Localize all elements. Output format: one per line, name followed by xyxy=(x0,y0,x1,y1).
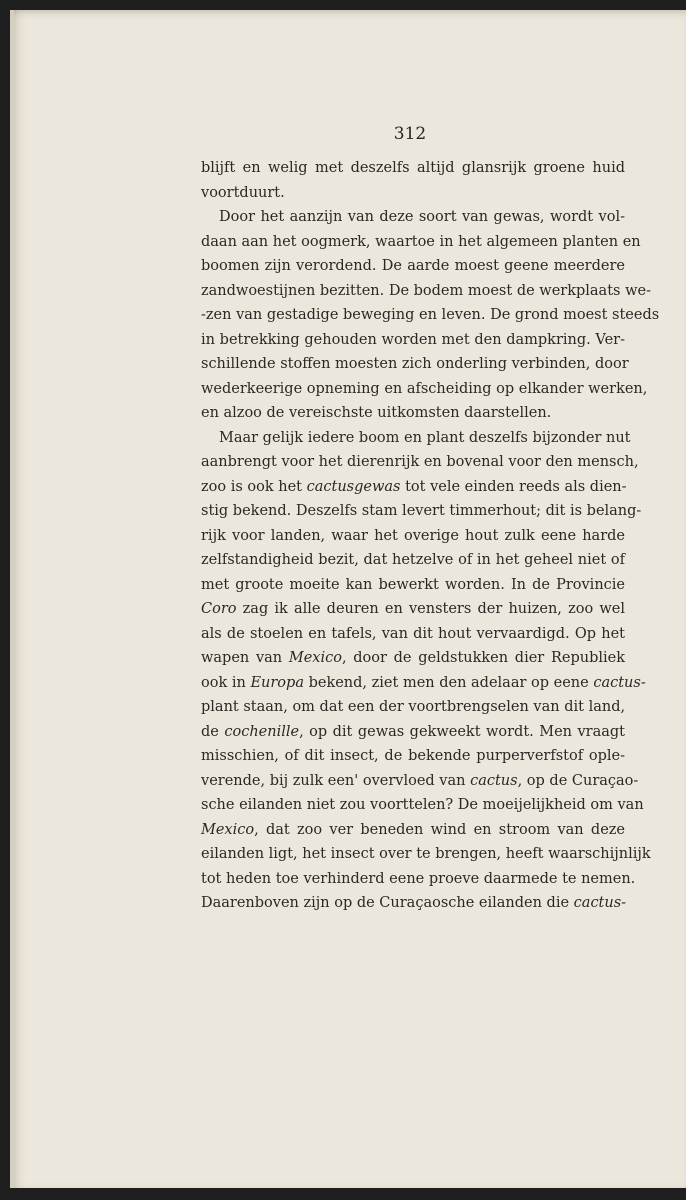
text-line: de cochenille, op dit gewas gekweekt wordt. Men vraagt xyxy=(201,723,625,740)
text-line: in betrekking gehouden worden met den dampkring. Ver- xyxy=(201,331,625,348)
text-line: aanbrengt voor het dierenrijk en bovenal voor den mensch, xyxy=(201,454,639,470)
text-line: wederkeerige opneming en afscheiding op elkander werken, xyxy=(201,380,648,397)
text-line: zandwoestijnen bezitten. De bodem moest de werkplaats we- xyxy=(201,282,651,299)
text-line: boomen zijn verordend. De aarde moest geene meerdere xyxy=(201,258,625,274)
text-line: ook in Europa bekend, ziet men den adelaar op eene cactus- xyxy=(201,674,646,691)
text-line: eilanden ligt, het insect over te brengen, heeft waarschijnlijk xyxy=(201,846,651,862)
text-line: rijk voor landen, waar het overige hout zulk eene harde xyxy=(201,527,625,544)
text-line: misschien, of dit insect, de bekende purperverfstof ople- xyxy=(201,748,625,764)
text-line: stig bekend. Deszelfs stam levert timmerhout; dit is belang- xyxy=(201,503,642,519)
text-line: sche eilanden niet zou voorttelen? De moeijelijkheid om van xyxy=(201,797,644,813)
page-binding-edge xyxy=(10,10,14,1188)
text-line: zoo is ook het cactusgewas tot vele einden reeds als dien- xyxy=(201,478,627,495)
text-line: Mexico, dat zoo ver beneden wind en stroom van deze xyxy=(201,821,625,838)
paragraph-1 xyxy=(201,156,625,205)
body-text xyxy=(201,156,660,916)
paragraph-2 xyxy=(201,205,660,426)
text-line: voortduurt. xyxy=(201,184,285,201)
text-line: schillende stoffen moesten zich onderling verbinden, door xyxy=(201,356,629,372)
text-line: plant staan, om dat een der voortbrengselen van dit land, xyxy=(201,699,626,715)
paragraph-3 xyxy=(201,426,651,916)
text-line: Coro zag ik alle deuren en vensters der huizen, zoo wel xyxy=(201,601,625,617)
text-line: -zen van gestadige beweging en leven. De grond moest steeds xyxy=(201,307,660,323)
text-line: Maar gelijk iedere boom en plant deszelfs bijzonder nut xyxy=(219,429,631,446)
page-number: 312 xyxy=(393,124,427,144)
text-line: Door het aanzijn van deze soort van gewas, wordt vol- xyxy=(219,209,625,225)
text-line: daan aan het oogmerk, waartoe in het algemeen planten en xyxy=(201,233,641,250)
text-line: Daarenboven zijn op de Curaçaosche eilanden die cactus- xyxy=(201,895,627,911)
text-line: tot heden toe verhinderd eene proeve daarmede te nemen. xyxy=(201,870,636,887)
text-line: verende, bij zulk een' overvloed van cactus, op de Curaçao- xyxy=(201,772,639,789)
text-line: met groote moeite kan bewerkt worden. In de Provincie xyxy=(201,576,625,593)
text-line: zelfstandigheid bezit, dat hetzelve of in het geheel niet of xyxy=(201,552,625,568)
text-line: als de stoelen en tafels, van dit hout vervaardigd. Op het xyxy=(201,625,625,642)
text-line: en alzoo de vereischste uitkomsten daarstellen. xyxy=(201,405,552,421)
text-line: wapen van Mexico, door de geldstukken dier Republiek xyxy=(201,650,625,666)
text-line: blijft en welig met deszelfs altijd glansrijk groene huid xyxy=(201,160,625,176)
